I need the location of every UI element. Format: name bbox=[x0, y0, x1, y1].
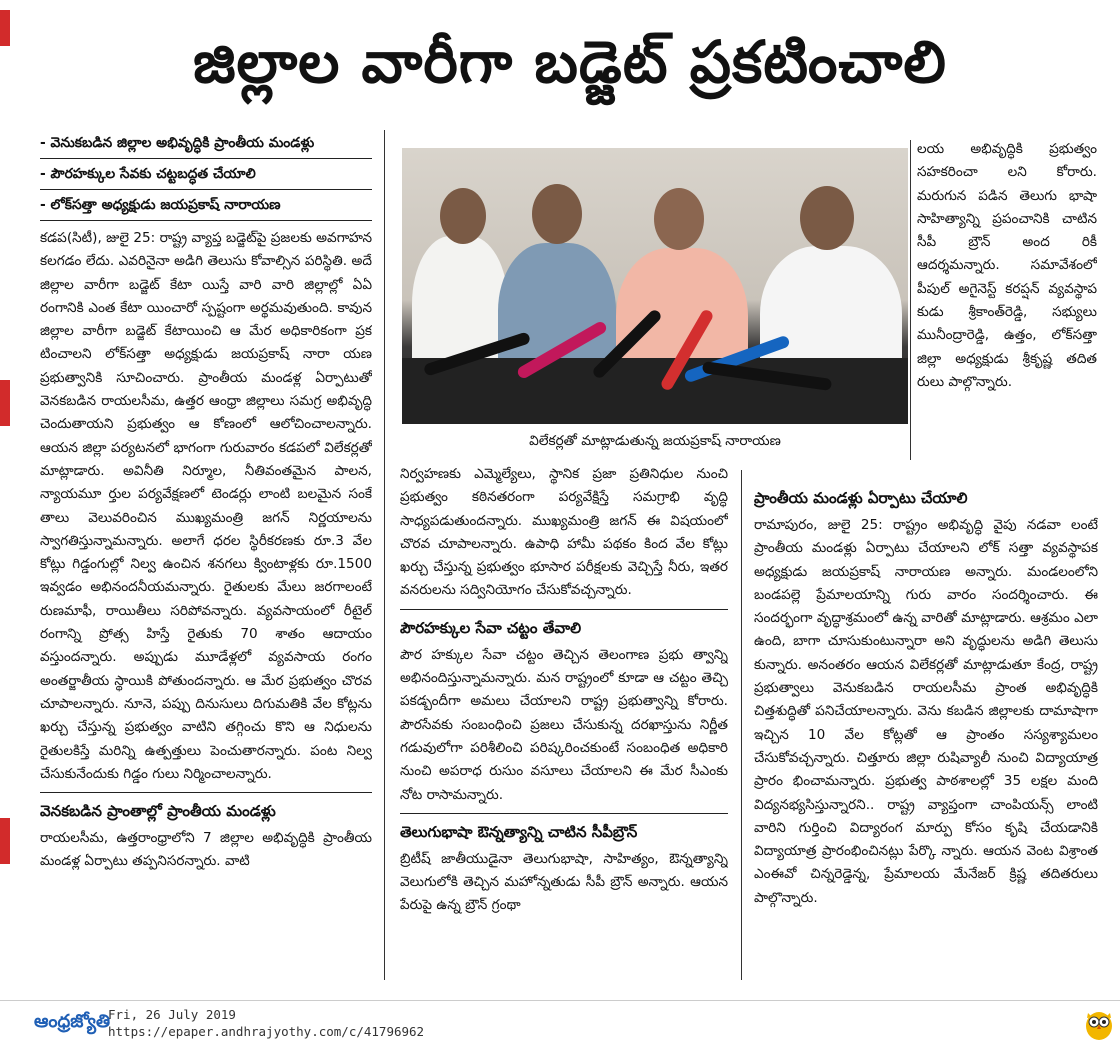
article-body: లయ అభివృద్ధికి ప్రభుత్వం సహకరించా లని కోరారు. మరుగున పడిన తెలుగు భాషా సాహిత్యాన్ని ప్రపంచానికి చాటిన సీపీ బ్రౌన్ అంద రికీ ఆదర్శమన్నారు. సమావేశంలో పీపుల్ అగైనెస్ట్ కరప్షన్ వ్యవస్థాప కుడు శ్రీకాంత్‌రెడ్డి, సభ్యులు మునీంద్రారెడ్డి, ఉత్తం, లోక్‌సత్తా జిల్లా అధ్యక్షుడు శ్రీకృష్ణ తదిత రులు పాల్గొన్నారు. bbox=[917, 141, 1097, 390]
subheading: వెనకబడిన ప్రాంతాల్లో ప్రాంతీయ మండళ్లు bbox=[40, 792, 372, 827]
person-head bbox=[532, 184, 582, 244]
headline: జిల్లాల వారీగా బడ్జెట్ ప్రకటించాలి bbox=[193, 28, 947, 96]
subheading: పౌరహక్కుల సేవా చట్టం తేవాలి bbox=[400, 609, 728, 644]
subheading: తెలుగుభాషా ఔన్నత్యాన్ని చాటిన సీపీబ్రౌన్ bbox=[400, 813, 728, 848]
edition-date: Fri, 26 July 2019 bbox=[108, 1007, 236, 1022]
red-margin-mark bbox=[0, 380, 10, 426]
red-margin-mark bbox=[0, 10, 10, 46]
article-body: బ్రిటీష్ జాతీయుడైనా తెలుగుభాషా, సాహిత్యం, ఔన్నత్యాన్ని వెలుగులోకి తెచ్చిన మహోన్నతుడు సీపీ బ్రౌన్ అన్నారు. ఆయన పేరుపై ఉన్న బ్రౌన్ గ్రంథా bbox=[400, 850, 728, 914]
article-body: రామాపురం, జులై 25: రాష్ట్రం అభివృద్ధి వైపు నడవా లంటే ప్రాంతీయ మండళ్లు ఏర్పాటు చేయాలని లోక్ సత్తా వ్యవస్థాపక అధ్యక్షుడు జయప్రకాష్ నారాయణ అన్నారు. మండలంలోని బండపల్లె ప్రేమాలయాన్ని గురు వారం సందర్శించారు. ఈ సందర్భంగా వృద్ధాశ్రమంలో ఉన్న వారితో మాట్లాడారు. ఆశ్రమం ఎలా ఉంది, బాగా చూసుకుంటున్నారా అని వృద్ధులను అడిగి తెలుసు కున్నారు. అనంతరం ఆయన విలేకర్లతో మాట్లాడుతూ కేంద్ర, రాష్ట్ర ప్రభుత్వాలు వెనుకబడిన రాయలసీమ ప్రాంత అభివృద్ధికి చిత్తశుద్ధితో పనిచేయాలన్నారు. వెను కబడిన జిల్లాలకు దామాషాగా ఇచ్చిన 10 వేల కోట్లతో ఆ ప్రాంతం సస్యశ్యామలం చేసుకోవచ్చన్నారు. చిత్తూరు జిల్లా రుషివ్యాలీ నుంచి విద్యాయాత్ర ప్రారం భించామన్నారు. ప్రభుత్వ పాఠశాలల్లో 35 లక్షల మంది విద్యనభ్యసిస్తున్నారని.. రాష్ట్ర వ్యాప్తంగా చాంపియన్స్ లాంటి వారిని గుర్తించి విద్యారంగ మార్పు కోసం కృషి చేయడానికి విద్యాయాత్ర ప్రారంభించినట్లు పేర్కొ న్నారు. ఆయన వెంట విశ్రాంత ఎంఈవో చిన్నరెడ్డెన్న, ప్రేమాలయ మేనేజర్ క్రిష్ణ తదితరులు పాల్గొన్నారు. bbox=[754, 517, 1098, 906]
article-column-3 bbox=[917, 138, 1097, 468]
person-head bbox=[440, 188, 486, 244]
highlights-list bbox=[40, 128, 372, 221]
article-column-1 bbox=[40, 128, 372, 980]
press-conference-photo bbox=[402, 148, 908, 424]
article-body: కడప(సిటీ), జులై 25: రాష్ట్ర వ్యాప్త బడ్జెట్‌పై ప్రజలకు అవగాహన కలగడం లేదు. ఎవరినైనా అడిగి తెలుసు కోవాల్సిన పరిస్థితి. అదే జిల్లాల వారీగా బడ్జెట్ కేటా యిస్తే వారి వారి జిల్లాల్లో ఏఏ రంగానికి ఎంత కేటా యించారో స్పష్టంగా అర్థమవుతుంది. కావున జిల్లాల వారీగా బడ్జెట్ కేటాయించి ఆ మేర అధికారికంగా ప్రక టించాలని లోక్‌సత్తా అధ్యక్షుడు జయప్రకాష్ నారా యణ ప్రభుత్వానికి సూచించారు. ప్రాంతీయ మండళ్ల ఏర్పాటుతో వెనకబడిన రాయలసీమ, ఉత్తర ఆంధ్రా జిల్లాలు సమగ్ర అభివృద్ధి చెందుతాయని ప్రభుత్వం ఆ కోణంలో ఆలోచించాలన్నారు. ఆయన జిల్లా పర్యటనలో భాగంగా గురువారం కడపలో విలేకర్లతో మాట్లాడారు. అవినీతి నిర్మూల, నీతివంతమైన పాలన, న్యాయమూ ర్తుల పర్యవేక్షణలో టెండర్లు లాంటి బలమైన సంకే తాలు వెలువరించిన ముఖ్యమంత్రి జగన్ నిర్ణయాలను స్వాగతిస్తున్నామన్నారు. అలాగే ధరల స్థిరీకరణకు రూ.3 వేల కోట్లు గిడ్డంగుల్లో నిల్వ ఉంచిన శనగలు క్వింటాళ్లకు రూ.1500 ఇవ్వడం అభినందనీయమన్నారు. రైతులకు మేలు జరగాలంటే రుణమాఫీ, రాయితీలు సరిపోవన్నారు. వ్యవసాయంలో రీటైల్ రంగాన్ని ప్రోత్స హిస్తే రైతుకు 70 శాతం ఆదాయం వస్తుందన్నారు. అప్పుడు మూడేళ్లలో వ్యవసాయ రంగం అంతర్జాతీయ స్థాయికి పోతుందన్నారు. ఆ మేర ప్రభుత్వం చొరవ చూపాలన్నారు. నూనె, పప్పు దినుసులు దిగుమతికి వేల కోట్లను ఖర్చు చేస్తున్న ప్రభుత్వం వాటిని తగ్గించు కొని ఆ నిధులను రైతులకిస్తే మరిన్ని ఉత్పత్తులు పెంచుతారన్నారు. పంట నిల్వ చేసుకునేందుకు గిడ్డం గులు నిర్మించాలన్నారు. bbox=[40, 230, 372, 782]
article-column-2 bbox=[400, 463, 728, 983]
column-divider bbox=[741, 470, 742, 980]
subheading: ప్రాంతీయ మండళ్లు ఏర్పాటు చేయాలి bbox=[754, 489, 968, 507]
andhrajyothy-logo[interactable]: ఆంధ్రజ్యోతి bbox=[34, 1011, 111, 1032]
red-margin-mark bbox=[0, 818, 10, 864]
highlight-item: - వెనుకబడిన జిల్లాల అభివృద్ధికి ప్రాంతీయ మండళ్లు bbox=[40, 128, 372, 159]
highlight-item: - పౌరహక్కుల సేవకు చట్టబద్ధత చేయాలి bbox=[40, 159, 372, 190]
person-head bbox=[800, 186, 854, 250]
press-table bbox=[402, 358, 908, 424]
person-head bbox=[654, 188, 704, 250]
article-column-4 bbox=[754, 480, 1098, 980]
epaper-link[interactable]: https://epaper.andhrajyothy.com/c/41796962 bbox=[108, 1024, 425, 1039]
article-body: రాయలసీమ, ఉత్తరాంధ్రాలోని 7 జిల్లాల అభివృద్ధికి ప్రాంతీయ మండళ్ల ఏర్పాటు తప్పనిసరన్నారు. వాటి bbox=[40, 830, 372, 870]
article-body: పౌర హక్కుల సేవా చట్టం తెచ్చిన తెలంగాణ ప్రభు త్వాన్ని అభినందిస్తున్నామన్నారు. మన రాష్ట్రంలో కూడా ఆ చట్టం తెచ్చి పకడ్బందీగా అమలు చేయాలని రాష్ట్ర ప్రభుత్వాన్ని కోరారు. పౌరసేవకు సంబంధించి ప్రజలు చేసుకున్న దరఖాస్తును నిర్ణీత గడువులోగా పరిశీలించి పరిష్కరించకుంటే సంబంధిత అధికారి నుంచి అపరాధ రుసుం వసూలు చేయాలని ఈ మేర సీఎంకు నోట రాసామన్నారు. bbox=[400, 646, 728, 803]
highlight-item: - లోక్‌సత్తా అధ్యక్షుడు జయప్రకాష్ నారాయణ bbox=[40, 190, 372, 221]
photo-caption: విలేకర్లతో మాట్లాడుతున్న జయప్రకాష్ నారాయణ bbox=[529, 433, 781, 449]
column-divider bbox=[384, 130, 385, 980]
column-divider bbox=[910, 140, 911, 460]
epaper-footer bbox=[0, 1000, 1120, 1045]
owl-mascot-icon bbox=[1084, 1007, 1114, 1041]
article-body: నిర్వహణకు ఎమ్మెల్యేలు, స్థానిక ప్రజా ప్రతినిధుల నుంచి ప్రభుత్వం కఠినతరంగా పర్యవేక్షిస్తే సమగ్రాభి వృద్ధి సాధ్యపడుతుందన్నారు. ముఖ్యమంత్రి జగన్ ఈ విషయంలో చొరవ చూపాలన్నారు. ఉపాధి హామీ పథకం కింద వేల కోట్లు ఖర్చు చేస్తున్న ప్రభుత్వం భూసార పరీక్షలకు వెచ్చిస్తే నీరు, ఇతర వనరులను సద్వినియోగం చేసుకోవచ్చన్నారు. bbox=[400, 466, 728, 599]
